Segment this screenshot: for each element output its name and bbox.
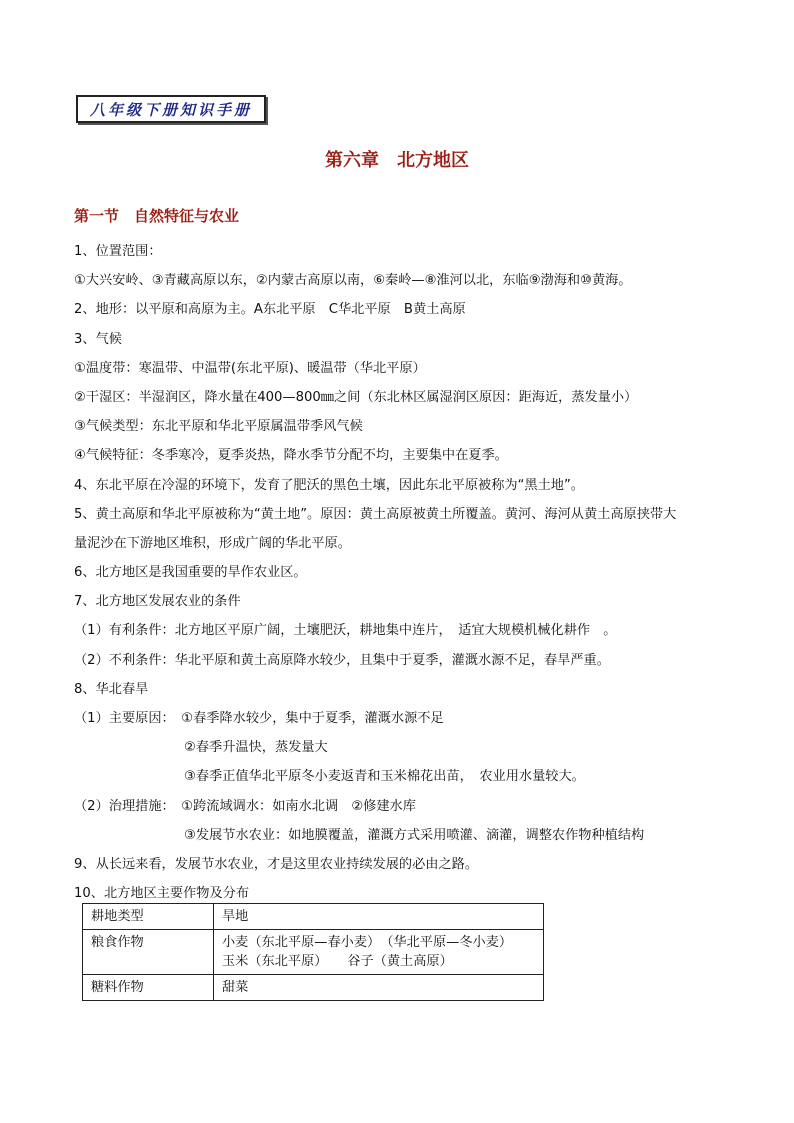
text-line: （2）不利条件：华北平原和黄土高原降水较少，且集中于夏季，灌溉水源不足，春旱严重。 [74, 652, 610, 668]
table-key: 耕地类型 [83, 904, 214, 930]
text-line: 4、东北平原在冷湿的环境下，发育了肥沃的黑色土壤，因此东北平原被称为“黑土地”。 [74, 477, 584, 493]
text-line: （1）主要原因： ①春季降水较少，集中于夏季，灌溉水源不足 [74, 711, 444, 726]
text-line: ③发展节水农业：如地膜覆盖，灌溉方式采用喷灌、滴灌，调整农作物种植结构 [184, 827, 645, 843]
text-line: （1）有利条件：北方地区平原广阔，土壤肥沃，耕地集中连片， 适宜大规模机械化耕作 。 [74, 623, 617, 639]
handbook-badge: 八年级下册知识手册 [76, 95, 266, 123]
text-line: 7、北方地区发展农业的条件 [74, 594, 241, 610]
text-line: ②干湿区：半湿润区，降水量在400—800㎜之间（东北林区属湿润区原因：距海近，蒸发量小） [74, 389, 638, 405]
chapter-title: 第六章 北方地区 [325, 150, 469, 171]
text-line: ②春季升温快，蒸发量大 [184, 740, 328, 756]
text-line: ③春季正值华北平原冬小麦返青和玉米棉花出苗， 农业用水量较大。 [184, 769, 585, 785]
crop-table [82, 903, 544, 1001]
text-line: 3、气候 [74, 331, 122, 347]
text-line: 2、地形：以平原和高原为主。A东北平原 C华北平原 B黄土高原 [74, 302, 466, 318]
text-line: ①大兴安岭、③青藏高原以东，②内蒙古高原以南，⑥秦岭—⑧淮河以北，东临⑨渤海和⑩黄海。 [74, 273, 632, 289]
table-value: 旱地 [214, 904, 544, 930]
table-row [83, 904, 544, 930]
text-line: ④气候特征：冬季寒冷，夏季炎热，降水季节分配不均，主要集中在夏季。 [74, 448, 508, 464]
text-line: ①温度带：寒温带、中温带(东北平原)、暖温带（华北平原） [74, 360, 426, 376]
table-row [83, 975, 544, 1001]
text-line: （2）治理措施： ①跨流域调水：如南水北调 ②修建水库 [74, 798, 416, 814]
table-row [83, 930, 544, 975]
table-value: 甜菜 [214, 975, 544, 1001]
text-line: 9、从长远来看，发展节水农业，才是这里农业持续发展的必由之路。 [74, 856, 479, 872]
text-line: 5、黄土高原和华北平原被称为“黄土地”。原因：黄土高原被黄土所覆盖。黄河、海河从黄土高原挟带大 [74, 506, 677, 522]
table-key: 糖料作物 [83, 975, 214, 1001]
text-line: 1、位置范围： [74, 244, 162, 259]
text-line: ③气候类型：东北平原和华北平原属温带季风气候 [74, 419, 363, 435]
text-line: 量泥沙在下游地区堆积，形成广阔的华北平原。 [74, 535, 351, 551]
table-key: 粮食作物 [83, 930, 214, 975]
text-line: 10、北方地区主要作物及分布 [74, 886, 250, 902]
section-title: 第一节 自然特征与农业 [74, 207, 240, 225]
text-line: 6、北方地区是我国重要的旱作农业区。 [74, 565, 307, 581]
table-value: 小麦（东北平原—春小麦） （华北平原—冬小麦） 玉米（东北平原） 谷子（黄土高原） [214, 930, 544, 975]
content-body [74, 237, 734, 908]
text-line: 8、华北春旱 [74, 681, 149, 697]
